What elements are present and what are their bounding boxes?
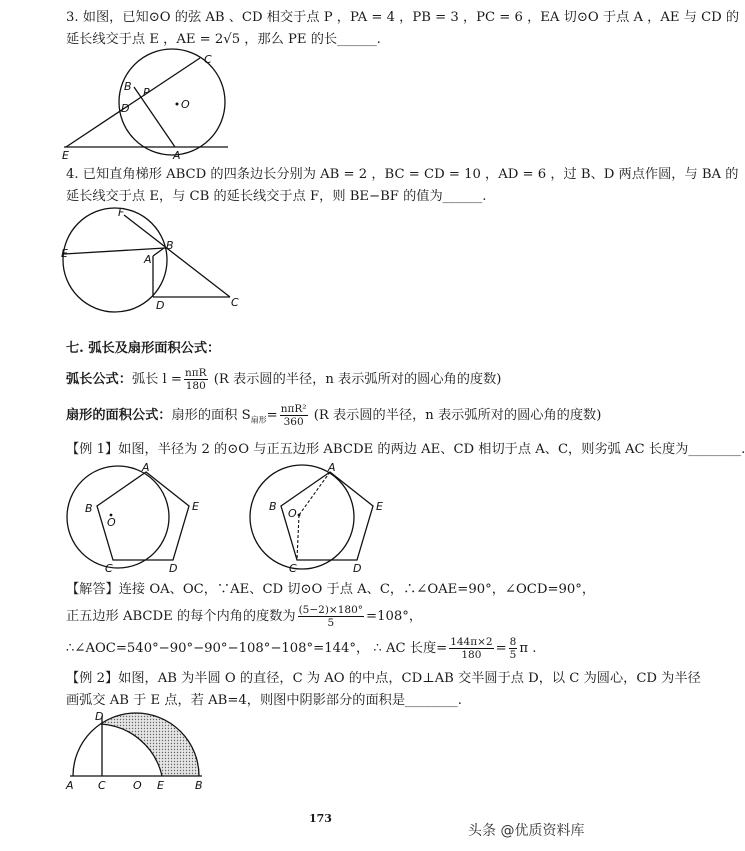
sol2-frac	[298, 604, 364, 629]
circle-o	[67, 466, 169, 568]
arc-note: (R 表示圆的半径，n 表示弧所对的圆心角的度数)	[213, 372, 502, 387]
arc-label: 弧长公式：	[66, 372, 132, 387]
sol3-frac2	[509, 636, 518, 661]
arc-den: 180	[185, 380, 206, 392]
secant-line	[66, 58, 200, 147]
sol3-frac	[449, 636, 493, 661]
label-c: C	[98, 779, 106, 792]
solution-line1: 【解答】连接 OA、OC，∵AE、CD 切⊙O 于点 A、C，∴∠OAE=90°，∠OCD=90°，	[66, 582, 596, 597]
radius-oc	[297, 515, 299, 560]
arc-formula	[66, 367, 501, 392]
radius-oa	[299, 472, 330, 515]
label-e: E	[157, 779, 164, 792]
sector-den: 360	[283, 416, 304, 428]
label-b: B	[85, 502, 93, 515]
label-o: O	[107, 516, 116, 529]
label-d: D	[353, 562, 362, 575]
sector-formula	[66, 403, 601, 433]
label-e: E	[62, 149, 69, 162]
label-o: O	[181, 98, 190, 111]
q3-line1: 3. 如图，已知⊙O 的弦 AB 、CD 相交于点 P ，PA = 4 ，PB = 3 ，PC = 6 ，EA 切⊙O 于点 A ，AE 与 CD 的	[66, 10, 740, 25]
page-number: 173	[309, 812, 332, 825]
sol3-num: 144π×2	[450, 636, 493, 648]
center-dot	[176, 103, 179, 106]
sol3-mid: ∴ AC 长度=	[373, 641, 448, 656]
sol3-pre: ∴∠AOC=540°−90°−90°−108°−108°=144°，	[66, 641, 370, 656]
chord-ab	[134, 87, 175, 147]
sol3-num2: 8	[509, 636, 517, 648]
sector-num: nπR²	[280, 403, 307, 415]
label-c: C	[204, 53, 212, 66]
arc-frac	[184, 367, 208, 392]
label-a: A	[142, 461, 150, 474]
sector-note: (R 表示圆的半径，n 表示弧所对的圆心角的度数)	[313, 408, 602, 423]
watermark: 头条 @优质资料库	[468, 823, 585, 839]
sector-pre: 扇形的面积 S	[171, 408, 251, 423]
label-c: C	[289, 562, 297, 575]
label-c: C	[231, 296, 239, 309]
label-d: D	[156, 299, 165, 312]
sector-label: 扇形的面积公式：	[66, 408, 172, 423]
solution-line2	[66, 604, 422, 630]
section-title: 七. 弧长及扇形面积公式：	[66, 341, 221, 356]
label-a: A	[328, 461, 336, 474]
sector-eq: =	[266, 408, 278, 423]
label-a: A	[66, 779, 74, 792]
figure-ex1-left	[65, 462, 225, 577]
figure-q3	[60, 50, 240, 165]
example2-line2: 画弧交 AB 于 E 点，若 AB=4，则图中阴影部分的面积是________.	[66, 693, 462, 708]
sol3-eq: =	[495, 641, 507, 656]
label-p: P	[143, 86, 150, 99]
label-b: B	[166, 239, 174, 252]
label-b: B	[124, 80, 132, 93]
sector-sub: 扇形	[250, 415, 267, 425]
label-a: A	[144, 253, 152, 266]
sol3-den2: 5	[509, 649, 517, 661]
sol2-num: (5−2)×180°	[298, 604, 364, 616]
label-a: A	[173, 149, 181, 162]
label-d: D	[169, 562, 178, 575]
sol3-den: 180	[461, 649, 482, 661]
label-d: D	[121, 102, 130, 115]
figure-ex2	[62, 706, 212, 796]
label-f: F	[118, 206, 125, 219]
figure-ex1-right	[252, 462, 412, 577]
label-o: O	[133, 779, 142, 792]
label-e: E	[61, 247, 68, 260]
sector-frac	[280, 403, 308, 428]
arc-pre: 弧长 l =	[131, 372, 182, 387]
label-b: B	[195, 779, 203, 792]
q4-line1: 4. 已知直角梯形 ABCD 的四条边长分别为 AB = 2 ，BC = CD = 10 ，AD = 6 ，过 B、D 两点作圆，与 BA 的	[66, 167, 739, 182]
line-fc	[124, 215, 230, 297]
q3-line2: 延长线交于点 E ，AE = 2√5 ，那么 PE 的长______.	[66, 32, 381, 47]
example1-text: 【例 1】如图，半径为 2 的⊙O 与正五边形 ABCDE 的两边 AE、CD 相切于点 A、C，则劣弧 AC 长度为________.	[66, 442, 745, 457]
arc-num: nπR	[184, 367, 207, 379]
label-e: E	[376, 500, 383, 513]
shaded-region	[101, 713, 199, 776]
solution-line3	[66, 636, 536, 662]
sol2-den: 5	[327, 617, 335, 629]
q4-line2: 延长线交于点 E，与 CB 的延长线交于点 F，则 BE−BF 的值为______.	[66, 189, 487, 204]
sol2-post: =108°，	[366, 609, 423, 624]
label-b: B	[269, 500, 277, 513]
label-o: O	[288, 507, 297, 520]
example2-line1: 【例 2】如图，AB 为半圆 O 的直径，C 为 AO 的中点，CD⊥AB 交半圆于点 D，以 C 为圆心，CD 为半径	[66, 671, 701, 686]
sol3-post: π .	[519, 641, 537, 656]
label-e: E	[192, 500, 199, 513]
circle-o	[250, 465, 354, 569]
label-d: D	[95, 710, 104, 723]
figure-q4	[60, 208, 250, 323]
label-c: C	[105, 562, 113, 575]
center-dot	[298, 514, 301, 517]
sol2-pre: 正五边形 ABCDE 的每个内角的度数为	[66, 609, 296, 624]
